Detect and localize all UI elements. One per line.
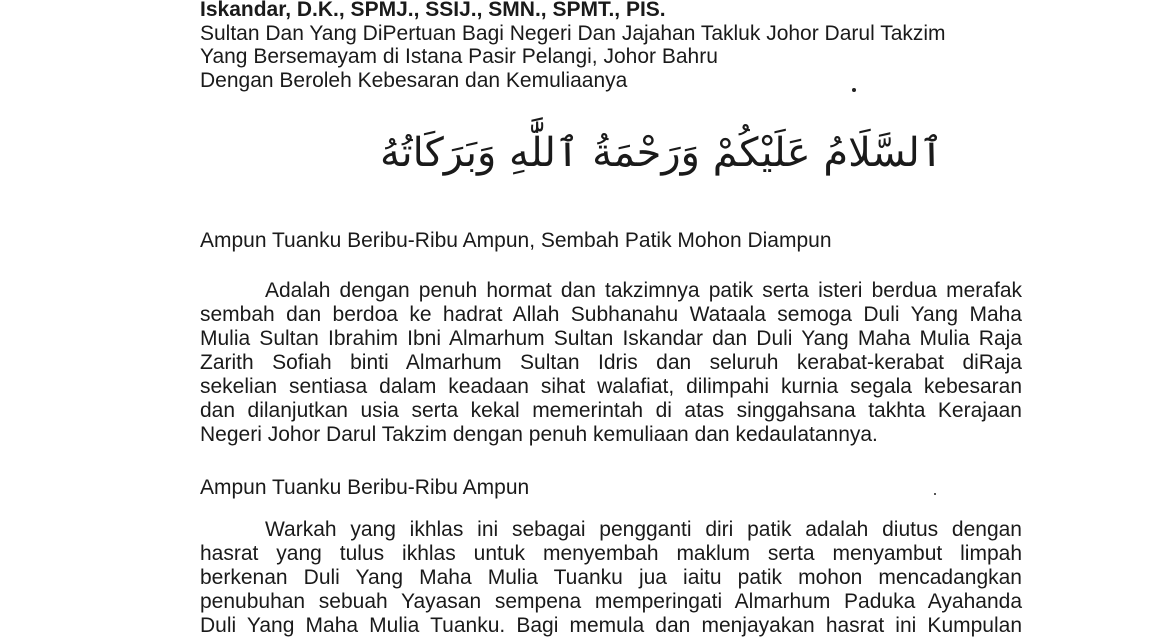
paragraph1-line-4: Zarith Sofiah binti Almarhum Sultan Idris dan seluruh kerabat-kerabat diRaja: [200, 351, 1022, 374]
paragraph2-line-5: Duli Yang Maha Mulia Tuanku. Bagi memula dan menjayakan hasrat ini Kumpulan: [200, 614, 1022, 637]
scan-speck: [934, 493, 936, 495]
salutation-1: Ampun Tuanku Beribu-Ribu Ampun, Sembah Patik Mohon Diampun: [200, 229, 832, 252]
paragraph1-line-7: Negeri Johor Darul Takzim dengan penuh kemuliaan dan kedaulatannya.: [200, 423, 878, 446]
paragraph2-line-2: hasrat yang tulus ikhlas untuk menyembah maklum serta menyambut limpah: [200, 542, 1022, 565]
paragraph1-line-2: sembah dan berdoa ke hadrat Allah Subhanahu Wataala semoga Duli Yang Maha: [200, 303, 1022, 326]
paragraph1-line-3: Mulia Sultan Ibrahim Ibni Almarhum Sultan Iskandar dan Duli Yang Maha Mulia Raja: [200, 327, 1022, 350]
salutation-2: Ampun Tuanku Beribu-Ribu Ampun: [200, 476, 530, 499]
paragraph1-line-5: sekelian sentiasa dalam keadaan sihat walafiat, dilimpahi kurnia segala kebesaran: [200, 375, 1022, 398]
paragraph2-line-3: berkenan Duli Yang Maha Mulia Tuanku jua iaitu patik mohon mencadangkan: [200, 566, 1022, 589]
scan-dot-mark: [852, 88, 856, 92]
title-line-2: Yang Bersemayam di Istana Pasir Pelangi, Johor Bahru: [200, 45, 718, 68]
title-line-1: Sultan Dan Yang DiPertuan Bagi Negeri Dan Jajahan Takluk Johor Darul Takzim: [200, 22, 946, 45]
title-line-3: Dengan Beroleh Kebesaran dan Kemuliaanya: [200, 69, 628, 92]
honorifics-line: Iskandar, D.K., SPMJ., SSIJ., SMN., SPMT., PIS.: [200, 0, 666, 21]
arabic-greeting: ٱلسَّلَامُ عَلَيْكُمْ وَرَحْمَةُ ٱللَّٰهِ وَبَرَكَاتُهُ: [380, 130, 944, 176]
paragraph1-line-1: Adalah dengan penuh hormat dan takzimnya patik serta isteri berdua merafak: [265, 279, 1022, 302]
paragraph1-line-6: dan dilanjutkan usia serta kekal memerintah di atas singgahsana takhta Kerajaan: [200, 399, 1022, 422]
paragraph2-line-1: Warkah yang ikhlas ini sebagai pengganti diri patik adalah diutus dengan: [265, 518, 1022, 541]
paragraph2-line-4: penubuhan sebuah Yayasan sempena memperingati Almarhum Paduka Ayahanda: [200, 590, 1022, 613]
